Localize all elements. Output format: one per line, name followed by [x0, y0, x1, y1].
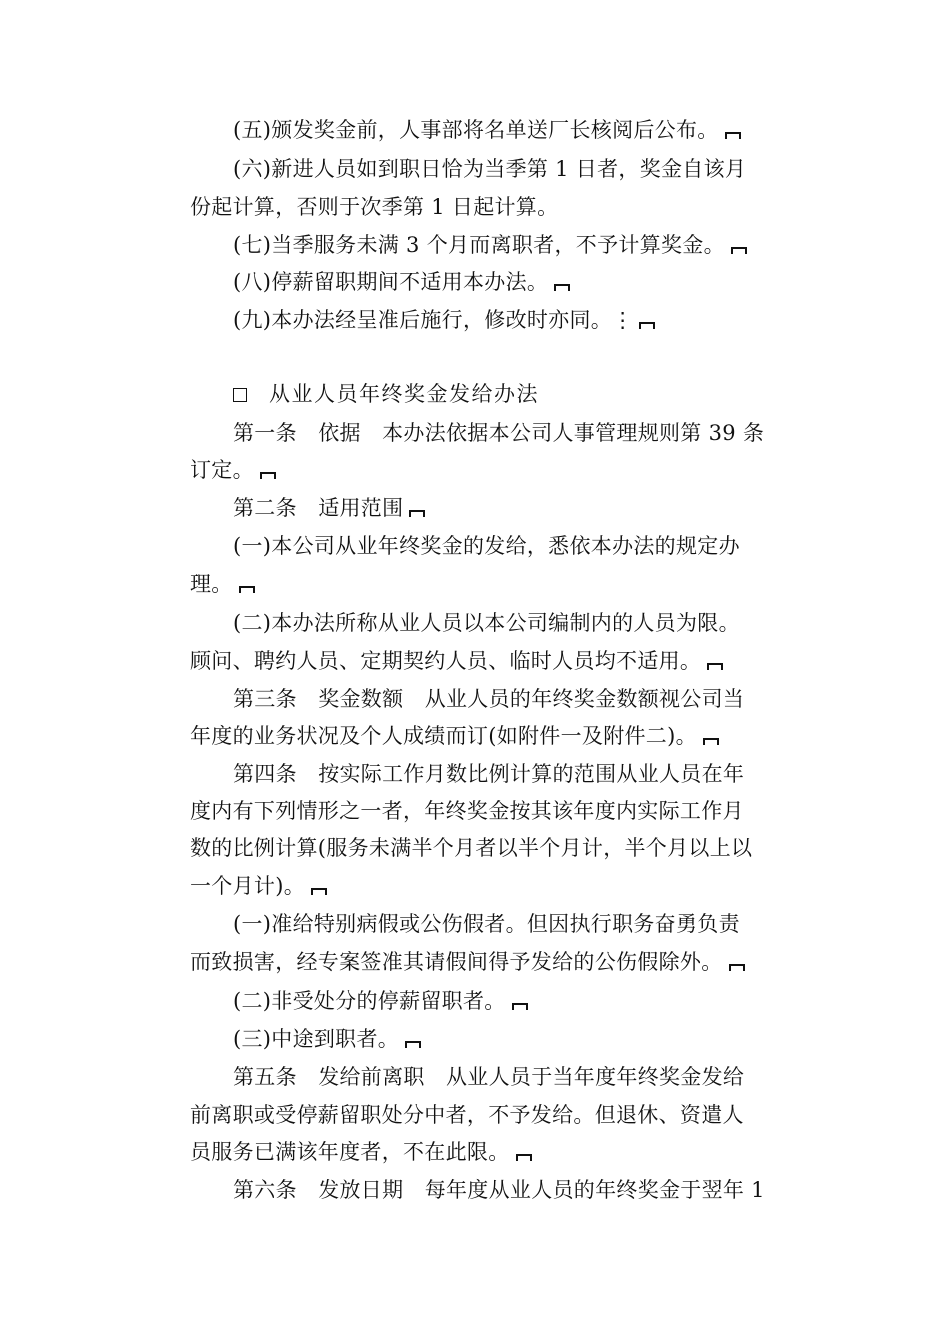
paragraph-mark-icon: [409, 510, 425, 517]
clause-6-line-2: 份起计算，否则于次季第 1 日起计算。: [190, 195, 559, 219]
clause-8: (八)停薪留职期间不适用本办法。: [233, 268, 570, 296]
paragraph-mark-icon: [725, 132, 741, 139]
article-5-line-1: 第五条 发给前离职 从业人员于当年度年终奖金发给: [233, 1065, 745, 1089]
paragraph-mark-icon: [639, 322, 655, 329]
article-2-item-2-line-1: (二)本办法所称从业人员以本公司编制内的人员为限。: [233, 611, 740, 635]
clause-7: (七)当季服务未满 3 个月而离职者，不予计算奖金。: [233, 231, 747, 259]
clause-5: (五)颁发奖金前，人事部将名单送厂长核阅后公布。: [233, 116, 741, 144]
article-4-item-1-line-2: 而致损害，经专案签准其请假间得予发给的公伤假除外。: [190, 948, 745, 976]
article-4-line-1: 第四条 按实际工作月数比例计算的范围从业人员在年: [233, 762, 745, 786]
article-4-item-3: (三)中途到职者。: [233, 1025, 421, 1053]
paragraph-mark-icon: [405, 1041, 421, 1048]
article-1-line-1: 第一条 依据 本办法依据本公司人事管理规则第 39 条: [233, 421, 765, 445]
article-2-title: 第二条 适用范围: [233, 494, 425, 522]
article-5-line-3: 员服务已满该年度者，不在此限。: [190, 1138, 532, 1166]
paragraph-mark-icon: [554, 284, 570, 291]
paragraph-mark-icon: [516, 1154, 532, 1161]
article-3-line-2: 年度的业务状况及个人成绩而订(如附件一及附件二)。: [190, 722, 719, 750]
article-2-item-1-line-2: 理。: [190, 570, 255, 598]
checkbox-square-icon: [233, 388, 247, 402]
article-4-line-2: 度内有下列情形之一者，年终奖金按其该年度内实际工作月: [190, 799, 744, 823]
paragraph-mark-icon: [239, 586, 255, 593]
paragraph-mark-icon: [731, 247, 747, 254]
paragraph-mark-icon: [311, 888, 327, 895]
paragraph-mark-icon: [512, 1003, 528, 1010]
paragraph-mark-icon: [703, 738, 719, 745]
paragraph-mark-icon: [729, 964, 745, 971]
paragraph-mark-icon: [260, 472, 276, 479]
article-6-line-1: 第六条 发放日期 每年度从业人员的年终奖金于翌年 1: [233, 1178, 765, 1202]
article-2-item-1-line-1: (一)本公司从业年终奖金的发给，悉依本办法的规定办: [233, 534, 740, 558]
paragraph-mark-icon: [707, 663, 723, 670]
article-1-line-2: 订定。: [190, 456, 276, 484]
clause-6-line-1: (六)新进人员如到职日恰为当季第 1 日者，奖金自该月: [233, 157, 747, 181]
article-4-item-1-line-1: (一)准给特别病假或公伤假者。但因执行职务奋勇负责: [233, 912, 740, 936]
article-4-line-4: 一个月计)。: [190, 872, 327, 900]
article-4-line-3: 数的比例计算(服务未满半个月者以半个月计，半个月以上以: [190, 836, 753, 860]
clause-9: (九)本办法经呈准后施行，修改时亦同。⋮: [233, 306, 655, 334]
article-4-item-2: (二)非受处分的停薪留职者。: [233, 987, 528, 1015]
section-heading: 从业人员年终奖金发给办法: [233, 380, 539, 408]
article-2-item-2-line-2: 顾问、聘约人员、定期契约人员、临时人员均不适用。: [190, 647, 723, 675]
article-3-line-1: 第三条 奖金数额 从业人员的年终奖金数额视公司当: [233, 687, 745, 711]
article-5-line-2: 前离职或受停薪留职处分中者，不予发给。但退休、资遣人: [190, 1103, 744, 1127]
